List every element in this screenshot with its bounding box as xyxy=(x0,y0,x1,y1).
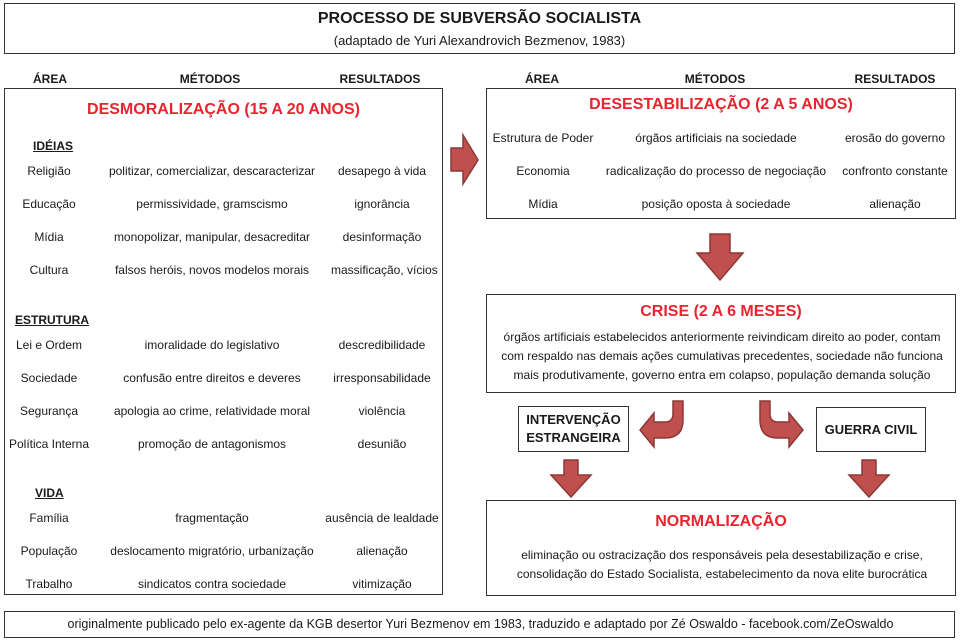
row-result: confronto constante xyxy=(842,164,948,178)
section-label-estrutura: ESTRUTURA xyxy=(15,313,89,327)
left-col-area: ÁREA xyxy=(32,72,67,86)
crisis-line: órgãos artificiais estabelecidos anteriormente reivindicam direito ao poder, contam xyxy=(503,330,941,344)
row-result: desapego à vida xyxy=(337,164,427,178)
header-box xyxy=(4,3,955,54)
row-area: Lei e Ordem xyxy=(15,338,83,352)
right-col-area: ÁREA xyxy=(524,72,559,86)
normalization-title: NORMALIZAÇÃO xyxy=(655,513,787,530)
demoralization-box xyxy=(4,88,443,595)
normalization-line: eliminação ou ostracização dos responsáveis pela desestabilização e crise, xyxy=(521,548,923,562)
arrow-curved-right-icon xyxy=(760,401,803,447)
destabilization-box xyxy=(486,88,956,219)
row-area: Economia xyxy=(516,164,570,178)
section-label-ideias: IDÉIAS xyxy=(33,139,74,153)
row-method: monopolizar, manipular, desacreditar xyxy=(113,230,311,244)
destabilization-title: DESESTABILIZAÇÃO (2 A 5 ANOS) xyxy=(589,96,853,113)
row-result: desunião xyxy=(357,437,407,451)
page-subtitle: (adaptado de Yuri Alexandrovich Bezmenov, 1983) xyxy=(333,33,626,48)
intervention-line2: ESTRANGEIRA xyxy=(526,430,621,445)
page-title: PROCESSO DE SUBVERSÃO SOCIALISTA xyxy=(317,10,642,27)
row-result: massificação, vícios xyxy=(331,263,438,277)
foreign-intervention-box xyxy=(518,406,629,452)
row-area: Segurança xyxy=(19,404,79,418)
row-method: posição oposta à sociedade xyxy=(641,197,791,211)
row-result: ignorância xyxy=(354,197,410,211)
left-col-methods: MÉTODOS xyxy=(179,72,241,86)
row-area: Estrutura de Poder xyxy=(492,131,594,145)
row-area: Política Interna xyxy=(8,437,90,451)
row-method: confusão entre direitos e deveres xyxy=(123,371,301,385)
row-result: vitimização xyxy=(352,577,412,591)
row-result: alienação xyxy=(356,544,408,558)
row-method: radicalização do processo de negociação xyxy=(605,164,827,178)
row-area: Família xyxy=(29,511,69,525)
footer-box xyxy=(4,611,955,638)
arrow-down-intervention-icon xyxy=(551,460,591,497)
left-col-results: RESULTADOS xyxy=(339,72,421,86)
row-result: ausência de lealdade xyxy=(325,511,439,525)
row-result: irresponsabilidade xyxy=(333,371,431,385)
row-area: População xyxy=(20,544,78,558)
footer-credit: originalmente publicado pelo ex-agente da KGB desertor Yuri Bezmenov em 1983, traduzido e adaptado por Zé Oswaldo - facebook.com/ZeOswaldo xyxy=(67,617,894,631)
row-method: fragmentação xyxy=(175,511,249,525)
right-col-methods: MÉTODOS xyxy=(684,72,746,86)
arrow-right-icon xyxy=(451,135,478,184)
row-result: desinformação xyxy=(342,230,422,244)
row-method: promoção de antagonismos xyxy=(137,437,287,451)
row-method: imoralidade do legislativo xyxy=(144,338,280,352)
arrow-down-destab-to-crisis-icon xyxy=(697,234,743,280)
row-method: apologia ao crime, relatividade moral xyxy=(113,404,311,418)
row-result: violência xyxy=(358,404,406,418)
row-method: órgãos artificiais na sociedade xyxy=(635,131,797,145)
crisis-title: CRISE (2 A 6 MESES) xyxy=(640,303,802,320)
arrow-down-civil-war-icon xyxy=(849,460,889,497)
right-col-results: RESULTADOS xyxy=(854,72,936,86)
crisis-line: com respaldo nas demais ações cumulativas precedentes, sociedade não funciona xyxy=(501,349,943,363)
demoralization-title: DESMORALIZAÇÃO (15 A 20 ANOS) xyxy=(87,101,360,118)
normalization-line: consolidação do Estado Socialista, estabelecimento da nova elite burocrática xyxy=(516,567,928,581)
civil-war-box xyxy=(816,407,926,452)
row-result: descredibilidade xyxy=(338,338,426,352)
row-area: Mídia xyxy=(528,197,558,211)
civil-war-label: GUERRA CIVIL xyxy=(824,421,918,437)
row-area: Trabalho xyxy=(25,577,73,591)
intervention-line1: INTERVENÇÃO xyxy=(526,412,621,427)
arrow-curved-left-icon xyxy=(640,401,683,447)
row-area: Mídia xyxy=(34,230,64,244)
row-area: Cultura xyxy=(29,263,69,277)
row-result: alienação xyxy=(869,197,921,211)
row-method: deslocamento migratório, urbanização xyxy=(110,544,314,558)
crisis-line: mais produtivamente, governo entra em colapso, população demanda solução xyxy=(513,368,931,382)
row-result: erosão do governo xyxy=(844,131,946,145)
row-area: Religião xyxy=(27,164,71,178)
row-method: falsos heróis, novos modelos morais xyxy=(114,263,310,277)
row-area: Sociedade xyxy=(20,371,78,385)
crisis-box xyxy=(486,294,956,393)
row-area: Educação xyxy=(22,197,76,211)
row-method: politizar, comercializar, descaracterizar xyxy=(108,164,316,178)
normalization-box xyxy=(486,500,956,596)
section-label-vida: VIDA xyxy=(35,486,64,500)
row-method: sindicatos contra sociedade xyxy=(137,577,287,591)
row-method: permissividade, gramscismo xyxy=(136,197,288,211)
